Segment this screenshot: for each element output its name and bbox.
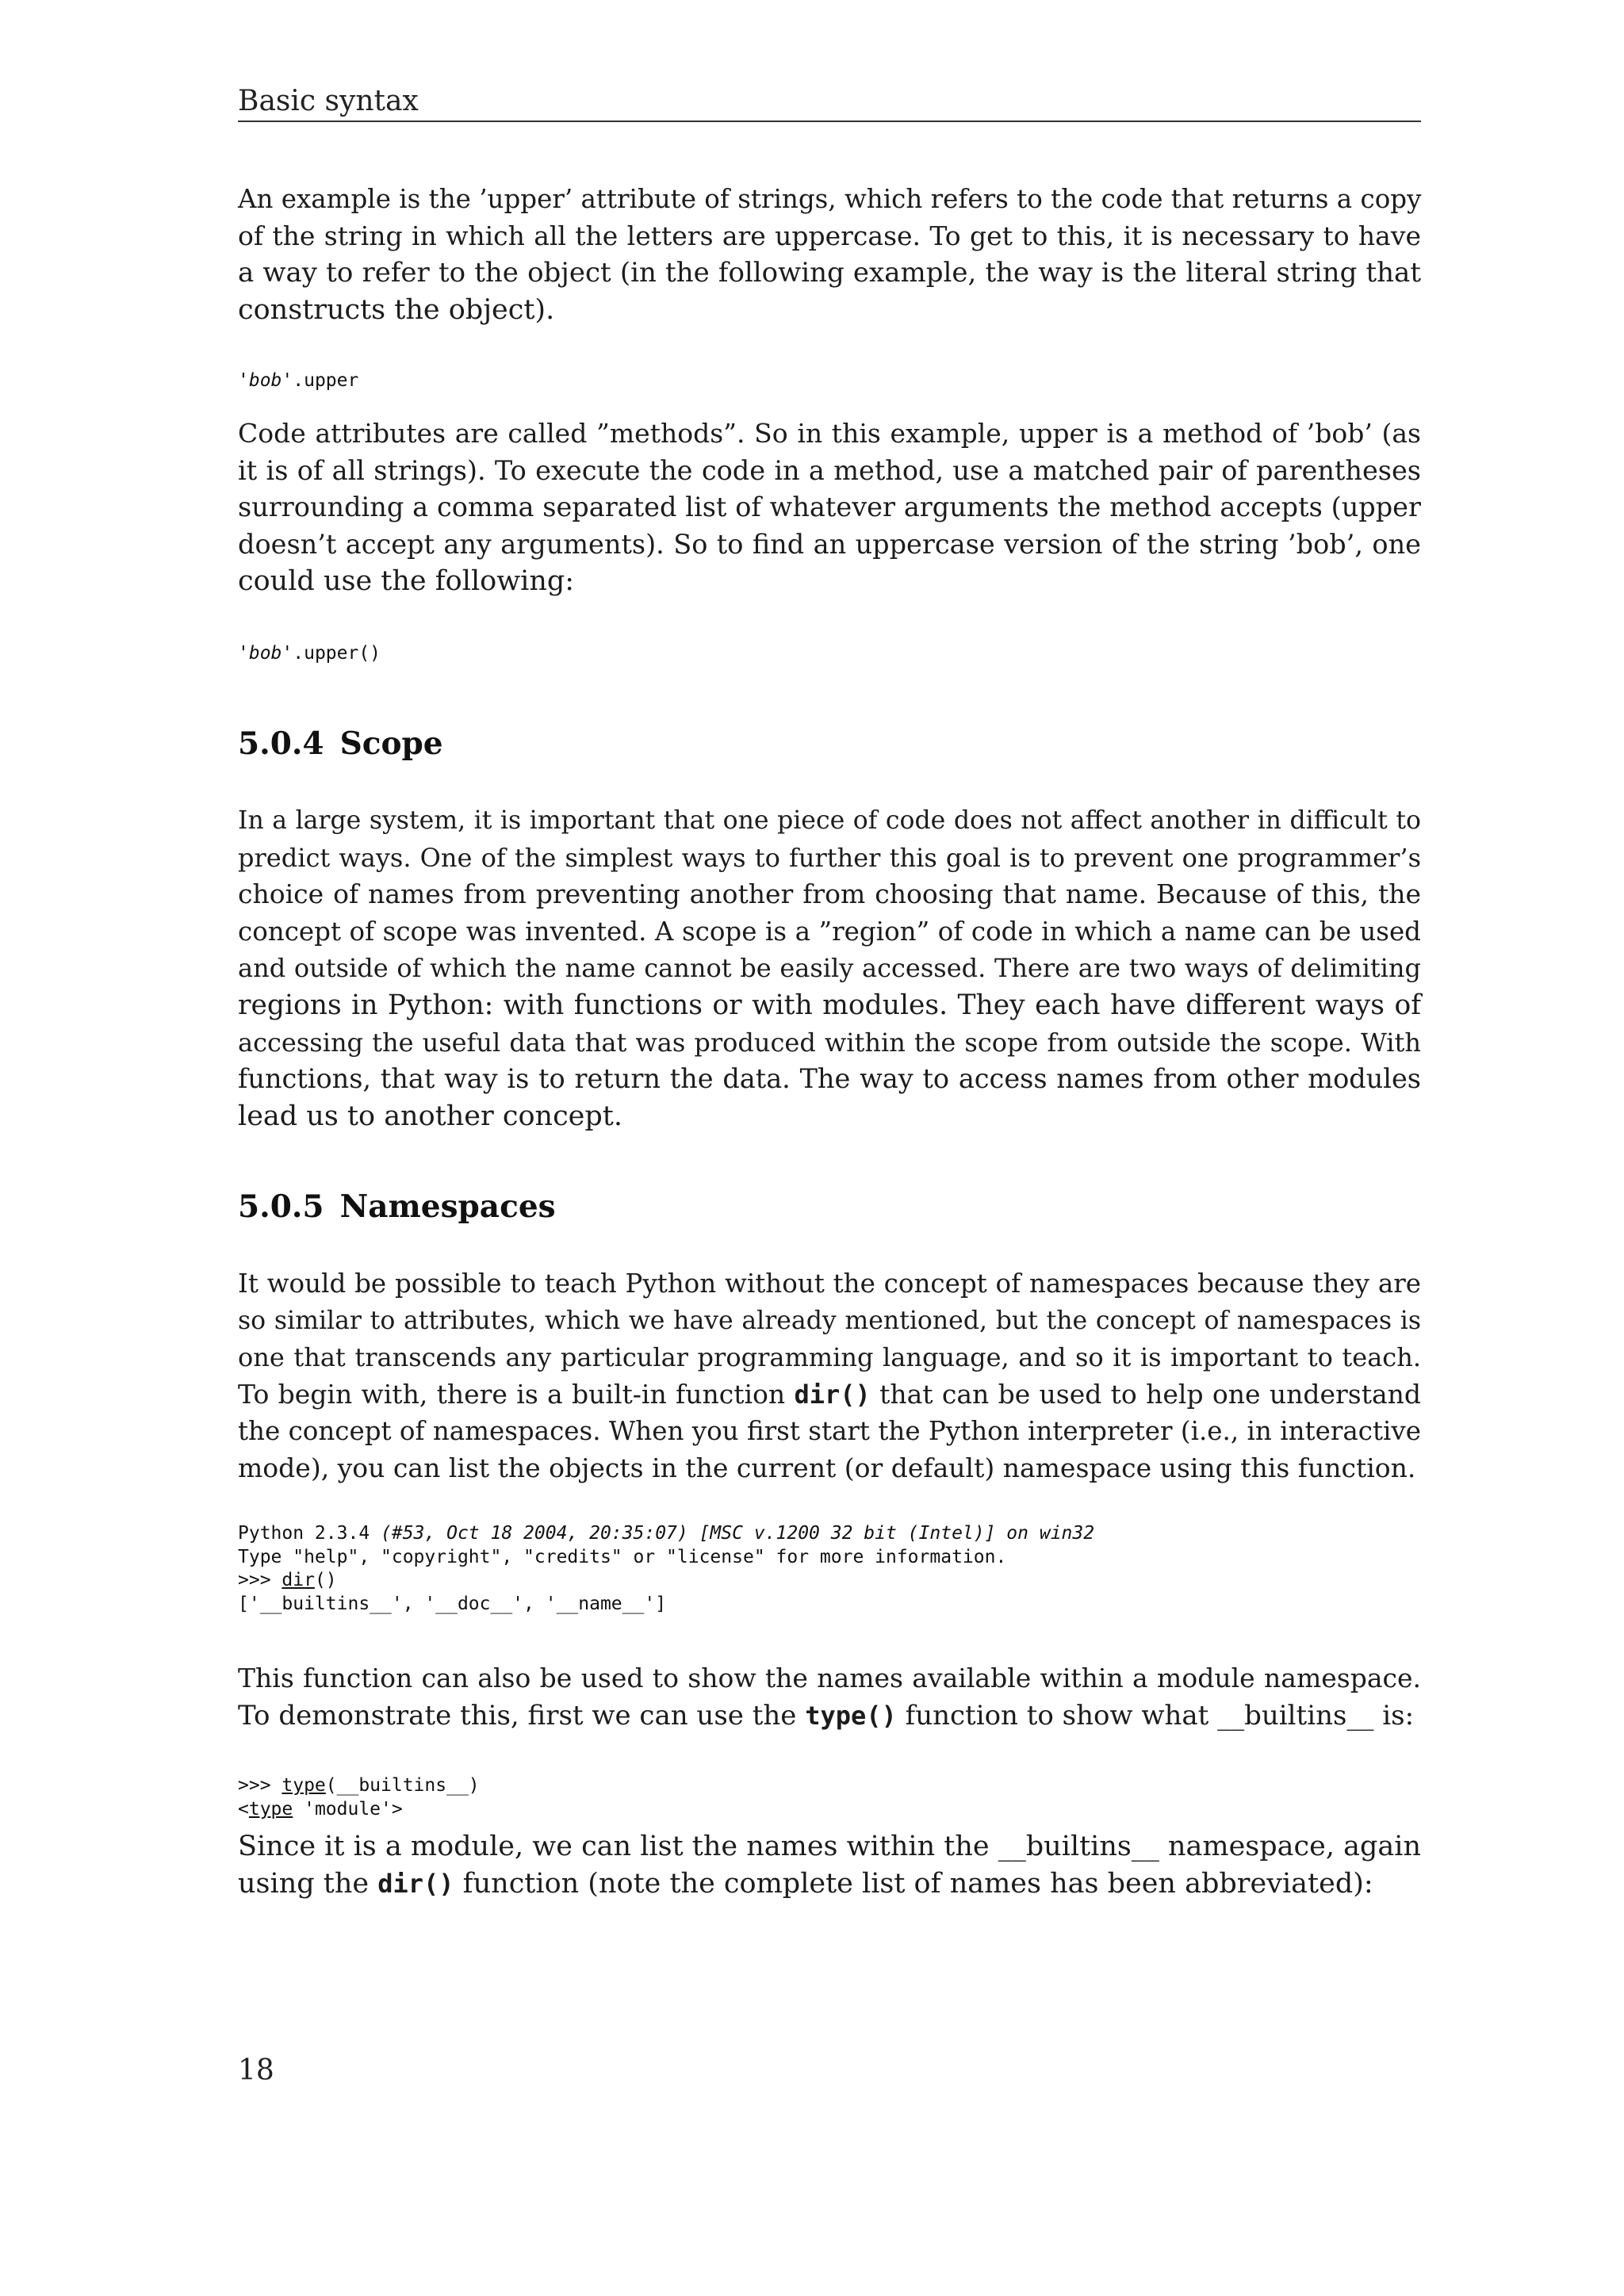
text-line: surrounding a comma separated list of whatever arguments the method accepts (upper [238,492,1421,523]
text-line: predict ways. One of the simplest ways to further this goal is to prevent one programmer’s [238,842,1421,873]
text-line: regions in Python: with functions or with modules. They each have different ways of [238,989,1421,1021]
text-span: using the [238,1867,378,1900]
code-builtin: type [282,1775,326,1796]
text-line: of the string in which all the letters are uppercase. To get to this, it is necessary to have [238,220,1421,251]
text-line: concept of scope was invented. A scope is a ”region” of code in which a name can be used [238,916,1421,947]
text-span: To demonstrate this, first we can use the [238,1699,806,1732]
code-block-type [238,1774,480,1821]
code-comment: (#53, Oct 18 2004, 20:35:07) [MSC v.1200 32 bit (Intel)] on win32 [381,1523,1095,1544]
text-line: choice of names from preventing another from choosing that name. Because of this, the [238,878,1421,910]
text-line: it is of all strings). To execute the code in a method, use a matched pair of parentheses [238,454,1421,486]
text-line: constructs the object). [238,293,555,326]
code-block-upper-call [238,642,381,666]
text-span: To begin with, there is a built-in function [238,1378,795,1410]
text-line: This function can also be used to show the names available within a module namespace. [238,1663,1421,1693]
text-line [238,1866,1421,1903]
code-prompt: >>> [238,1775,282,1796]
code-builtin: type [248,1798,293,1820]
code-line: Type "help", "copyright", "credits" or "license" for more information. [238,1546,1007,1567]
text-line: mode), you can list the objects in the current (or default) namespace using this function. [238,1452,1416,1483]
section-number: 5.0.4 [238,725,324,762]
text-line: Code attributes are called ”methods”. So in this example, upper is a method of ’bob’ (as [238,418,1421,449]
inline-code-dir: dir() [794,1379,871,1410]
running-header: Basic syntax [238,85,419,117]
text-line: lead us to another concept. [238,1100,622,1132]
text-line: accessing the useful data that was produced within the scope from outside the scope. With [238,1027,1421,1058]
text-line: An example is the ’upper’ attribute of strings, which refers to the code that returns a copy [238,184,1422,214]
paragraph-type [238,1660,1421,1734]
header-rule [238,121,1421,122]
text-line: Since it is a module, we can list the names within the __builtins__ namespace, again [238,1831,1421,1862]
text-line: could use the following: [238,565,575,598]
text-line: the concept of namespaces. When you first start the Python interpreter (i.e., in interactive [238,1416,1421,1447]
code-string-literal: 'bob' [238,643,293,664]
paragraph-methods [238,415,1421,600]
code-string-literal: 'bob' [238,370,293,391]
text-line [238,1697,1421,1735]
text-line: a way to refer to the object (in the following example, the way is the literal string that [238,257,1421,289]
code-prompt: >>> [238,1570,282,1590]
text-line: It would be possible to teach Python without the concept of namespaces because they are [238,1269,1421,1299]
code-line: ['__builtins__', '__doc__', '__name__'] [238,1593,667,1614]
text-line: doesn’t accept any arguments). So to find an uppercase version of the string ’bob’, one [238,528,1421,560]
paragraph-scope [238,802,1421,1135]
code-line [238,1775,480,1796]
text-span: that can be used to help one understand [870,1378,1422,1410]
page-number: 18 [238,2054,274,2087]
text-line [238,1376,1421,1414]
code-text: < [238,1798,249,1820]
code-line [238,1570,337,1590]
section-title: Scope [339,725,443,762]
text-line: In a large system, it is important that one piece of code does not affect another in difficult to [238,806,1421,835]
code-builtin: dir [282,1570,315,1590]
code-text: 'module'> [293,1798,403,1820]
text-line: so similar to attributes, which we have already mentioned, but the concept of namespaces is [238,1306,1421,1335]
text-span: function (note the complete list of names has been abbreviated): [454,1867,1373,1900]
code-text: Python 2.3.4 [238,1523,381,1544]
code-block-upper [238,369,358,393]
text-line: functions, that way is to return the data. The way to access names from other modules [238,1063,1421,1095]
inline-code-dir: dir() [377,1868,454,1899]
inline-code-type: type() [805,1700,897,1731]
section-heading-scope [238,723,443,764]
code-block-interpreter [238,1522,1094,1616]
code-line [238,1799,403,1820]
paragraph-namespaces [238,1265,1421,1487]
paragraph-module [238,1828,1421,1902]
code-text: (__builtins__) [325,1775,480,1796]
text-line: one that transcends any particular programming language, and so it is important to teach. [238,1342,1421,1373]
code-line [238,1523,1094,1544]
code-attribute: .upper [293,370,359,391]
code-method-call: .upper() [293,643,381,664]
section-title: Namespaces [339,1188,556,1225]
code-text: () [314,1570,337,1590]
text-span: function to show what __builtins__ is: [896,1699,1415,1732]
section-heading-namespaces [238,1186,556,1227]
text-line: and outside of which the name cannot be easily accessed. There are two ways of delimiting [238,953,1421,984]
section-number: 5.0.5 [238,1188,324,1225]
paragraph-attributes [238,181,1421,328]
